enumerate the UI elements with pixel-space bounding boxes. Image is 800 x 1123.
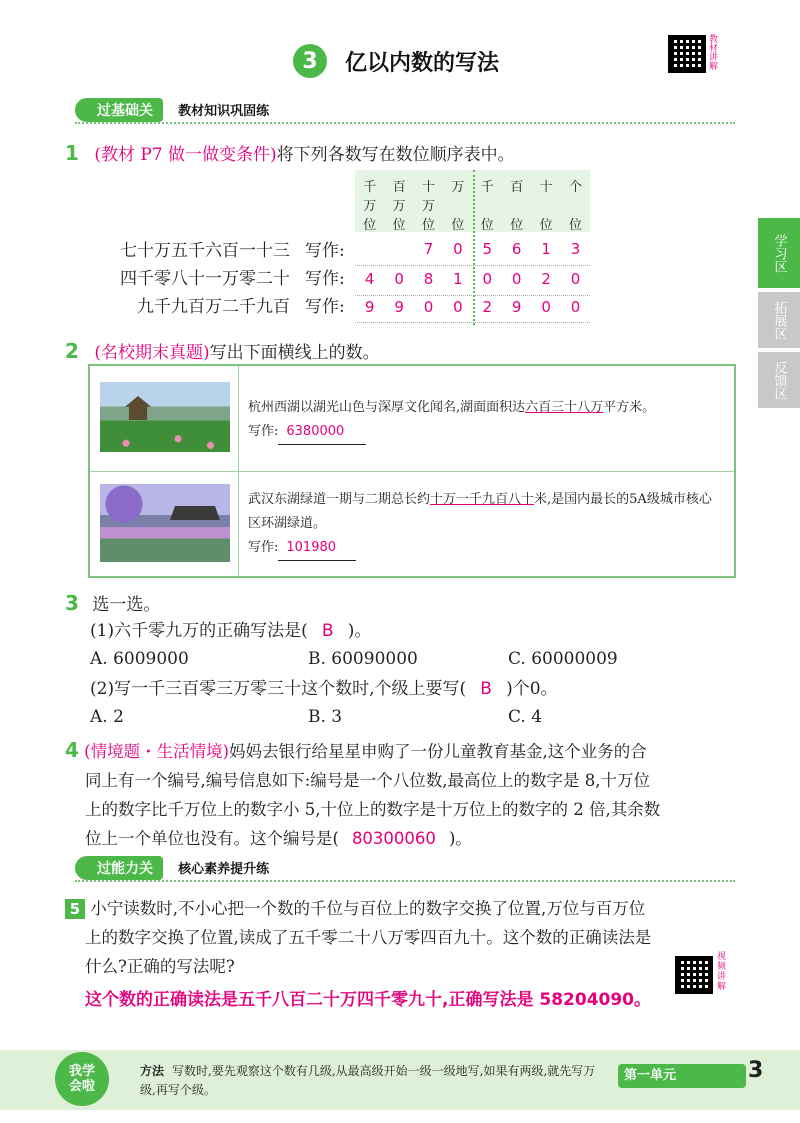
question-text: 将下列各数写在数位顺序表中。 xyxy=(276,145,515,165)
option-c[interactable]: C. 4 xyxy=(508,707,543,727)
question-5-answer: 这个数的正确读法是五千八百二十万四千零九十,正确写法是 58204090。 xyxy=(85,990,652,1010)
option-c[interactable]: C. 60000009 xyxy=(508,649,618,669)
item-underlined: 十万一千九百八十 xyxy=(430,492,535,507)
place-header-char: 个 xyxy=(568,180,582,195)
side-tab-extend[interactable]: 拓展区 xyxy=(758,292,800,348)
answer-field[interactable]: 101980 xyxy=(278,536,356,561)
question-number: 1 xyxy=(65,141,79,165)
footer-logo xyxy=(55,1052,109,1106)
place-digit[interactable]: 0 xyxy=(423,298,434,316)
page-number: 3 xyxy=(748,1058,764,1083)
write-label: 写作: xyxy=(305,297,345,317)
write-label: 写作: xyxy=(305,269,345,289)
place-digit[interactable]: 9 xyxy=(394,298,404,316)
question-4 xyxy=(65,736,745,853)
place-header-char: 位 xyxy=(392,218,406,233)
question-text-line: 位上一个单位也没有。这个编号是( xyxy=(85,829,339,848)
question-text-line: 上的数字比千万位上的数字小 5,十位上的数字是十万位上的数字的 2 倍,其余数 xyxy=(85,800,661,819)
answer-field[interactable]: 6380000 xyxy=(278,420,366,445)
question-number: 5 xyxy=(65,899,85,919)
place-value-table xyxy=(355,170,590,325)
unit-label: 第一单元 xyxy=(618,1064,746,1088)
place-digit[interactable]: 4 xyxy=(364,270,375,288)
option-a[interactable]: A. 6009000 xyxy=(90,649,189,669)
answer-field[interactable]: 80300060 xyxy=(351,829,436,848)
place-digit[interactable]: 0 xyxy=(541,298,551,316)
sub-question-end: )。 xyxy=(347,621,372,641)
place-digit[interactable]: 2 xyxy=(482,298,493,316)
question-1-stem xyxy=(65,140,515,168)
video-qr-caption: 视频讲解 xyxy=(717,952,727,992)
question-text: 选一选。 xyxy=(92,595,161,615)
section-bar-basic xyxy=(75,98,735,124)
place-header-char: 万 xyxy=(392,199,406,214)
answer-choice[interactable]: B xyxy=(321,621,334,641)
place-digit[interactable]: 0 xyxy=(570,298,581,316)
question-tag: (情境题・生活情境) xyxy=(84,742,230,761)
place-header-char: 位 xyxy=(568,218,582,233)
place-header-char: 万 xyxy=(451,180,465,195)
side-tab-feedback[interactable]: 反馈区 xyxy=(758,352,800,408)
item-text-pre: 武汉东湖绿道一期与二期总长约 xyxy=(248,492,431,507)
place-digit[interactable]: 1 xyxy=(541,240,551,258)
question-text-line: 小宁读数时,不小心把一个数的千位与百位上的数字交换了位置,万位与百万位 xyxy=(90,899,646,918)
lesson-number-badge: 3 xyxy=(293,44,327,78)
qr-caption: 教材讲解 xyxy=(709,35,719,72)
number-words-label: 四千零八十一万零二十 xyxy=(120,269,290,289)
sub-question-text: (1)六千零九万的正确写法是( xyxy=(90,621,308,641)
write-label: 写作: xyxy=(248,540,279,555)
question-text-line: 同上有一个编号,编号信息如下:编号是一个八位数,最高位上的数字是 8,十万位 xyxy=(85,771,651,790)
place-header-char: 万 xyxy=(421,199,435,214)
question-3-sub1 xyxy=(90,618,371,644)
item-text-post: 平方米。 xyxy=(603,400,656,415)
answer-choice[interactable]: B xyxy=(480,679,492,699)
item-text-post: 米,是国内最长的5A级城市核心区环湖绿道。 xyxy=(248,492,712,531)
place-digit[interactable]: 9 xyxy=(364,298,375,316)
sub-question-text: (2)写一千三百零三万零三十这个数时,个级上要写( xyxy=(90,679,467,699)
question-3-sub2 xyxy=(90,676,558,702)
section-badge: 过能力关 xyxy=(75,856,163,880)
place-header-char: 百 xyxy=(392,180,406,195)
section-bar-ability xyxy=(75,856,735,882)
place-header-char: 万 xyxy=(363,199,377,214)
place-header-char: 千 xyxy=(480,180,494,195)
question-number: 2 xyxy=(65,339,79,363)
place-digit[interactable]: 0 xyxy=(570,270,581,288)
question-2-stem xyxy=(65,338,380,366)
question-text-line: 上的数字交换了位置,读成了五千零二十八万零四百九十。这个数的正确读法是 xyxy=(85,928,652,947)
method-tip xyxy=(140,1062,610,1100)
place-header-char: 十 xyxy=(421,180,435,195)
place-header-char: 位 xyxy=(363,218,377,233)
place-header-char: 十 xyxy=(539,180,553,195)
place-digit[interactable]: 9 xyxy=(511,298,522,316)
number-words-label: 七十万五千六百一十三 xyxy=(120,241,290,261)
place-digit[interactable]: 0 xyxy=(453,298,463,316)
item-2-text xyxy=(248,488,718,561)
item-text-pre: 杭州西湖以湖光山色与深厚文化闻名,湖面面积达 xyxy=(248,400,526,415)
video-qr-code-icon[interactable] xyxy=(675,956,713,994)
side-tab-study[interactable]: 学习区 xyxy=(758,218,800,288)
question-text-line: 什么?正确的写法呢? xyxy=(85,957,235,976)
question-5 xyxy=(65,894,745,981)
method-text: 写数时,要先观察这个数有几级,从最高级开始一级一级地写,如果有两级,就先写万级,再写个级。 xyxy=(140,1064,596,1097)
question-tag: (名校期末真题) xyxy=(94,343,210,363)
place-digit[interactable]: 2 xyxy=(541,270,551,288)
write-label: 写作: xyxy=(248,424,279,439)
section-subtitle: 教材知识巩固练 xyxy=(178,104,270,119)
question-text-line: 妈妈去银行给星星申购了一份儿童教育基金,这个业务的合 xyxy=(229,742,647,761)
place-digit[interactable]: 7 xyxy=(423,240,434,258)
place-digit[interactable]: 6 xyxy=(511,240,522,258)
item-underlined: 六百三十八万 xyxy=(525,400,604,415)
place-header-char: 位 xyxy=(451,218,465,233)
page-title: 亿以内数的写法 xyxy=(345,51,500,76)
place-digit[interactable]: 8 xyxy=(423,270,434,288)
place-digit[interactable]: 0 xyxy=(394,270,404,288)
question-3-stem xyxy=(65,590,160,618)
qr-code-icon[interactable] xyxy=(668,35,706,73)
question-text-end: )。 xyxy=(448,829,472,848)
method-label: 方法 xyxy=(140,1064,165,1078)
section-badge: 过基础关 xyxy=(75,98,163,122)
number-words-label: 九千九百万二千九百 xyxy=(137,297,290,317)
place-digit[interactable]: 0 xyxy=(511,270,522,288)
question-2-box xyxy=(88,364,736,578)
option-b[interactable]: B. 60090000 xyxy=(308,649,418,669)
section-subtitle: 核心素养提升练 xyxy=(178,862,270,877)
east-lake-photo xyxy=(100,484,230,562)
place-header-char: 千 xyxy=(363,180,377,195)
question-text: 写出下面横线上的数。 xyxy=(209,343,380,363)
item-1-text xyxy=(248,396,718,445)
question-number: 3 xyxy=(65,591,79,615)
place-header-char: 百 xyxy=(510,180,524,195)
west-lake-photo xyxy=(100,382,230,452)
place-digit[interactable]: 1 xyxy=(453,270,463,288)
place-digit[interactable]: 5 xyxy=(482,240,493,258)
place-digit[interactable]: 0 xyxy=(482,270,493,288)
place-header-char: 位 xyxy=(510,218,524,233)
sub-question-end: )个0。 xyxy=(506,679,558,699)
option-a[interactable]: A. 2 xyxy=(90,707,124,727)
option-b[interactable]: B. 3 xyxy=(308,707,343,727)
question-tag: (教材 P7 做一做变条件) xyxy=(94,145,277,165)
place-header-char: 位 xyxy=(480,218,494,233)
place-header-char: 位 xyxy=(539,218,553,233)
write-label: 写作: xyxy=(305,241,345,261)
question-number: 4 xyxy=(65,738,79,762)
footer-logo-text: 我学会啦 xyxy=(68,1064,95,1094)
place-digit[interactable]: 0 xyxy=(453,240,463,258)
place-header-char: 位 xyxy=(421,218,435,233)
place-digit[interactable]: 3 xyxy=(570,240,581,258)
